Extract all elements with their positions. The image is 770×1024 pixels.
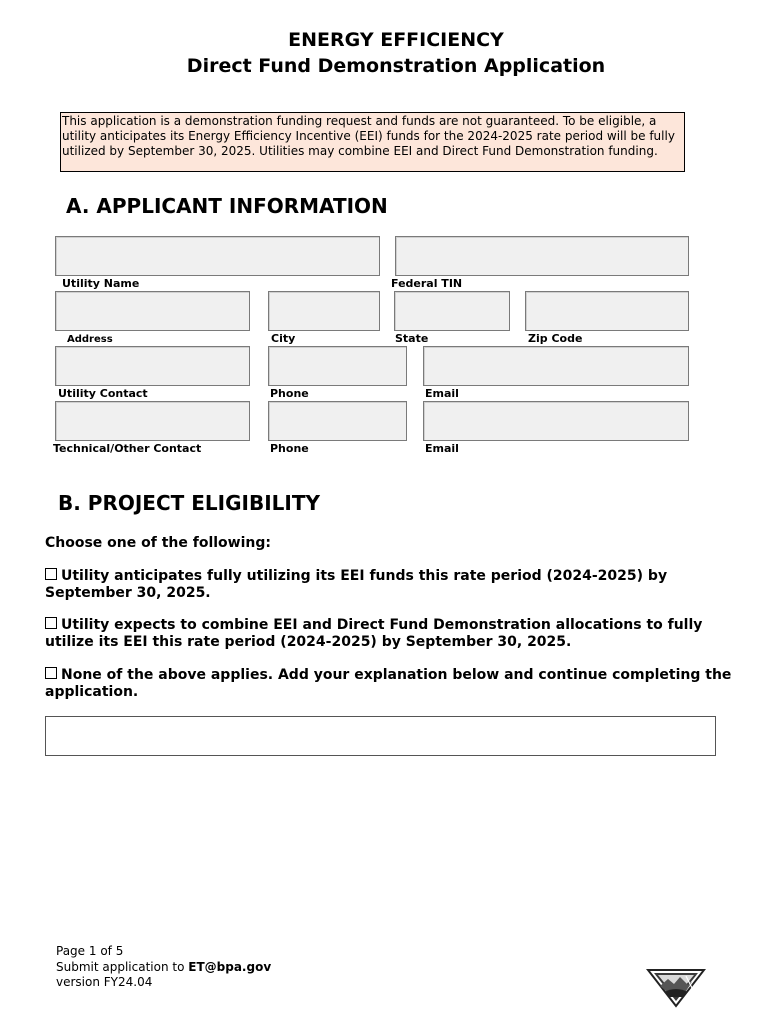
option-3-checkbox[interactable] bbox=[45, 667, 57, 679]
address-label: Address bbox=[67, 334, 113, 345]
utility-contact-phone-field[interactable] bbox=[268, 346, 407, 386]
eligibility-option-2 bbox=[45, 617, 735, 651]
technical-contact-field[interactable] bbox=[55, 401, 250, 441]
option-1-checkbox[interactable] bbox=[45, 568, 57, 580]
explanation-field[interactable] bbox=[45, 716, 716, 756]
eligibility-notice: This application is a demonstration funding request and funds are not guaranteed. To be eligible, a utility anticipates its Energy Efficiency Incentive (EEI) funds for the 2024-2025 rate period will be fully utilized by September 30, 2025. Utilities may combine EEI and Direct Fund Demonstration funding. bbox=[60, 112, 685, 172]
option-1-label: Utility anticipates fully utilizing its EEI funds this rate period (2024-2025) by September 30, 2025. bbox=[45, 568, 668, 601]
option-2-label: Utility expects to combine EEI and Direct Fund Demonstration allocations to fully utilize its EEI this rate period (2024-2025) by September 30, 2025. bbox=[45, 617, 703, 650]
utility-name-field[interactable] bbox=[55, 236, 380, 276]
submit-prefix: Submit application to bbox=[56, 960, 189, 974]
city-field[interactable] bbox=[268, 291, 380, 331]
submit-email-link[interactable]: ET@bpa.gov bbox=[188, 960, 272, 974]
state-field[interactable] bbox=[394, 291, 510, 331]
page-title: ENERGY EFFICIENCY bbox=[288, 29, 504, 51]
utility-name-label: Utility Name bbox=[62, 277, 140, 290]
zip-code-field[interactable] bbox=[525, 291, 689, 331]
address-field[interactable] bbox=[55, 291, 250, 331]
utility-contact-phone-label: Phone bbox=[270, 387, 309, 400]
utility-contact-field[interactable] bbox=[55, 346, 250, 386]
eligibility-option-1 bbox=[45, 568, 735, 602]
option-2-checkbox[interactable] bbox=[45, 617, 57, 629]
section-a-heading: A. APPLICANT INFORMATION bbox=[66, 194, 388, 218]
eligibility-prompt: Choose one of the following: bbox=[45, 535, 271, 551]
submit-info bbox=[56, 960, 271, 976]
city-label: City bbox=[271, 332, 296, 345]
zip-code-label: Zip Code bbox=[528, 332, 583, 345]
utility-contact-email-label: Email bbox=[425, 387, 459, 400]
state-label: State bbox=[395, 332, 429, 345]
federal-tin-label: Federal TIN bbox=[391, 277, 463, 290]
utility-contact-email-field[interactable] bbox=[423, 346, 689, 386]
federal-tin-field[interactable] bbox=[395, 236, 689, 276]
technical-contact-label: Technical/Other Contact bbox=[53, 442, 202, 455]
page-subtitle: Direct Fund Demonstration Application bbox=[186, 55, 606, 77]
technical-contact-phone-label: Phone bbox=[270, 442, 309, 455]
page-number: Page 1 of 5 bbox=[56, 944, 124, 958]
section-b-heading: B. PROJECT ELIGIBILITY bbox=[58, 491, 320, 515]
technical-contact-email-field[interactable] bbox=[423, 401, 689, 441]
utility-contact-label: Utility Contact bbox=[58, 387, 148, 400]
technical-contact-phone-field[interactable] bbox=[268, 401, 407, 441]
bpa-logo-icon bbox=[646, 966, 706, 1008]
eligibility-option-3 bbox=[45, 667, 735, 701]
version: version FY24.04 bbox=[56, 975, 153, 989]
option-3-label: None of the above applies. Add your explanation below and continue completing the application. bbox=[45, 667, 732, 700]
technical-contact-email-label: Email bbox=[425, 442, 459, 455]
